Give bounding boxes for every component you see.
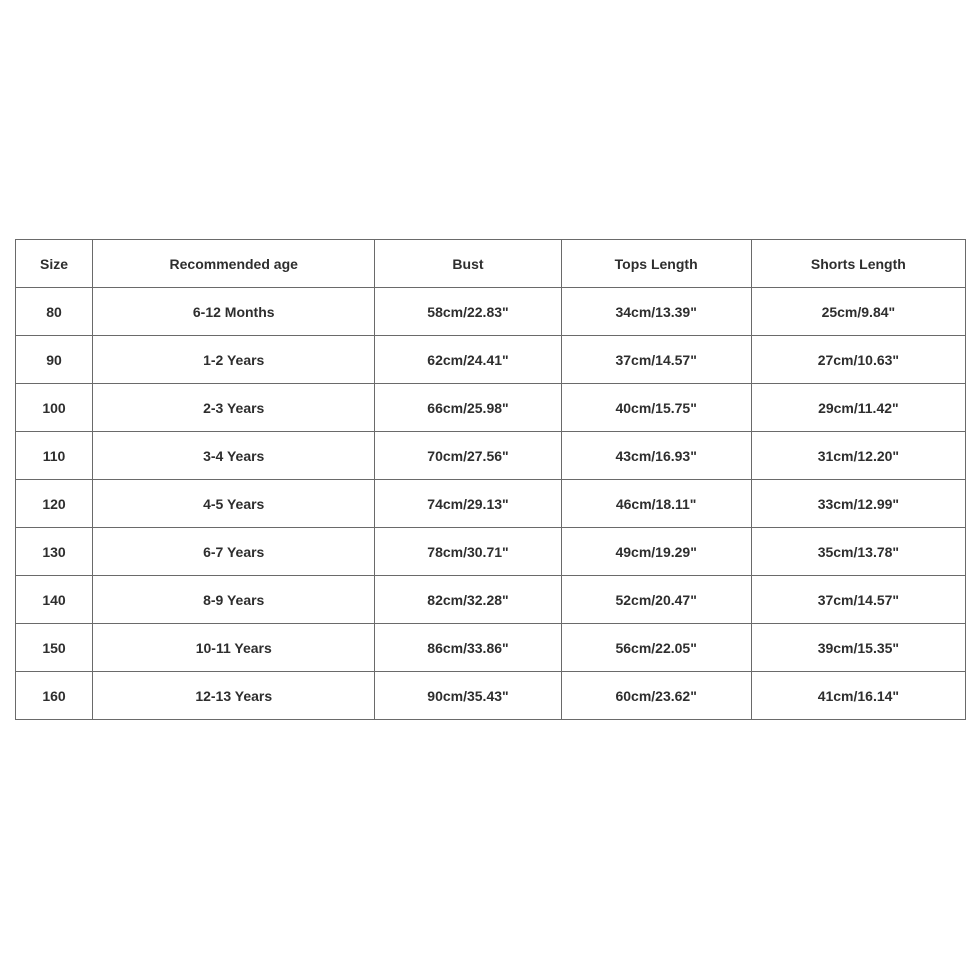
cell-shorts-length: 27cm/10.63" xyxy=(751,336,965,384)
header-size: Size xyxy=(16,240,93,288)
cell-bust: 62cm/24.41" xyxy=(375,336,561,384)
cell-size: 160 xyxy=(16,672,93,720)
cell-recommended-age: 6-12 Months xyxy=(93,288,375,336)
cell-recommended-age: 3-4 Years xyxy=(93,432,375,480)
cell-size: 130 xyxy=(16,528,93,576)
cell-size: 90 xyxy=(16,336,93,384)
table-row xyxy=(16,576,966,624)
cell-recommended-age: 6-7 Years xyxy=(93,528,375,576)
cell-tops-length: 37cm/14.57" xyxy=(561,336,751,384)
cell-shorts-length: 25cm/9.84" xyxy=(751,288,965,336)
cell-size: 150 xyxy=(16,624,93,672)
table-row xyxy=(16,480,966,528)
cell-shorts-length: 39cm/15.35" xyxy=(751,624,965,672)
cell-tops-length: 52cm/20.47" xyxy=(561,576,751,624)
cell-recommended-age: 4-5 Years xyxy=(93,480,375,528)
header-shorts-length: Shorts Length xyxy=(751,240,965,288)
cell-tops-length: 56cm/22.05" xyxy=(561,624,751,672)
cell-shorts-length: 37cm/14.57" xyxy=(751,576,965,624)
cell-shorts-length: 29cm/11.42" xyxy=(751,384,965,432)
table-row xyxy=(16,624,966,672)
cell-bust: 78cm/30.71" xyxy=(375,528,561,576)
table-row xyxy=(16,336,966,384)
cell-shorts-length: 41cm/16.14" xyxy=(751,672,965,720)
size-chart-table xyxy=(15,239,966,720)
cell-tops-length: 43cm/16.93" xyxy=(561,432,751,480)
cell-bust: 58cm/22.83" xyxy=(375,288,561,336)
table-row xyxy=(16,672,966,720)
cell-size: 100 xyxy=(16,384,93,432)
cell-tops-length: 46cm/18.11" xyxy=(561,480,751,528)
cell-size: 120 xyxy=(16,480,93,528)
cell-recommended-age: 2-3 Years xyxy=(93,384,375,432)
header-bust: Bust xyxy=(375,240,561,288)
cell-size: 140 xyxy=(16,576,93,624)
cell-bust: 70cm/27.56" xyxy=(375,432,561,480)
cell-bust: 86cm/33.86" xyxy=(375,624,561,672)
table-row xyxy=(16,528,966,576)
cell-shorts-length: 31cm/12.20" xyxy=(751,432,965,480)
cell-shorts-length: 33cm/12.99" xyxy=(751,480,965,528)
cell-size: 80 xyxy=(16,288,93,336)
cell-bust: 82cm/32.28" xyxy=(375,576,561,624)
cell-recommended-age: 10-11 Years xyxy=(93,624,375,672)
table-header-row xyxy=(16,240,966,288)
table-row xyxy=(16,432,966,480)
cell-bust: 66cm/25.98" xyxy=(375,384,561,432)
cell-recommended-age: 12-13 Years xyxy=(93,672,375,720)
cell-tops-length: 49cm/19.29" xyxy=(561,528,751,576)
cell-bust: 74cm/29.13" xyxy=(375,480,561,528)
cell-recommended-age: 1-2 Years xyxy=(93,336,375,384)
cell-recommended-age: 8-9 Years xyxy=(93,576,375,624)
cell-size: 110 xyxy=(16,432,93,480)
header-recommended-age: Recommended age xyxy=(93,240,375,288)
cell-tops-length: 34cm/13.39" xyxy=(561,288,751,336)
table-row xyxy=(16,288,966,336)
cell-shorts-length: 35cm/13.78" xyxy=(751,528,965,576)
header-tops-length: Tops Length xyxy=(561,240,751,288)
table-row xyxy=(16,384,966,432)
cell-tops-length: 60cm/23.62" xyxy=(561,672,751,720)
cell-bust: 90cm/35.43" xyxy=(375,672,561,720)
cell-tops-length: 40cm/15.75" xyxy=(561,384,751,432)
